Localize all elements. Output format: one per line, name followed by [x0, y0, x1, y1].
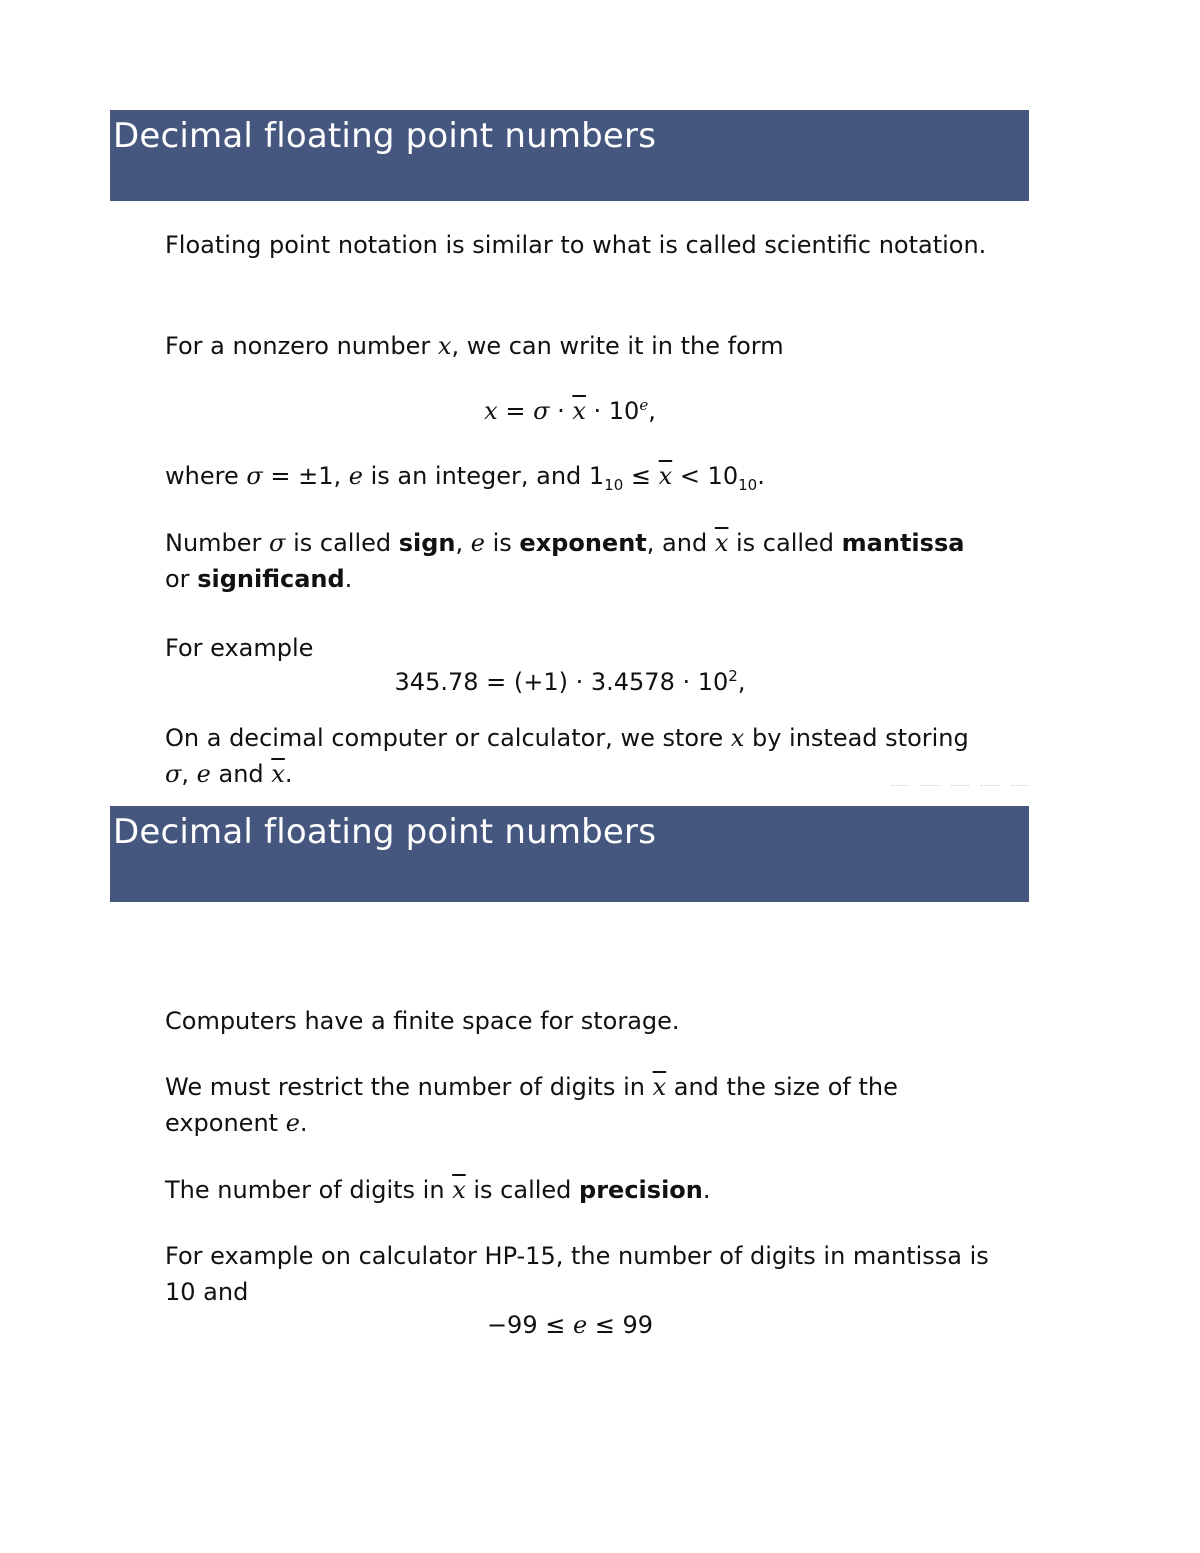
slide-body-line: [165, 630, 1029, 666]
paragraph-example: For example: [165, 634, 314, 662]
nav-frame-icon[interactable]: [891, 785, 909, 790]
nav-search-icon[interactable]: [1011, 785, 1029, 790]
slide-2: [110, 806, 1029, 1406]
paragraph-restrict: We must restrict the number of digits in $\overline{x}$ and the size of the exponent e.: [165, 1073, 898, 1137]
slide-1: [110, 110, 1029, 794]
frame-title: Decimal floating point numbers: [110, 806, 1029, 902]
slide-body-line: [165, 1172, 1029, 1208]
slide-body-line: [165, 458, 1029, 494]
paragraph-definition: Floating point notation is similar to what is called scientific notation.: [165, 231, 987, 259]
paragraph-where: where σ = ±1, e is an integer, and $1_{10} \le \overline{x} < 10_{10}$.: [165, 462, 765, 494]
equation-example: $345.78 = (+1) \cdot 3.4578 \cdot 10^2$,: [394, 667, 746, 696]
slide-body: [165, 227, 1029, 263]
beamer-navigation-symbols[interactable]: [699, 782, 1029, 792]
equation-exponent-range: −99 ≤ e ≤ 99: [486, 1311, 654, 1339]
slide-body-line: [165, 525, 1029, 597]
equation-block: [165, 395, 1029, 427]
nav-section-icon[interactable]: [951, 785, 969, 790]
paragraph-names: Number σ is called sign, e is exponent, and $\overline{x}$ is called mantissa or significand.: [165, 529, 965, 593]
paragraph-hp15: For example on calculator HP-15, the number of digits in mantissa is 10 and: [165, 1242, 989, 1306]
slide-body-line: [165, 328, 1029, 364]
slide-body-line: [165, 1069, 1029, 1141]
nav-doc-icon[interactable]: [981, 785, 999, 790]
paragraph-form: For a nonzero number x, we can write it in the form: [165, 332, 784, 360]
equation-block: [165, 1309, 1029, 1341]
equation-form: $x = \sigma \cdot \overline{x} \cdot 10^e$,: [484, 396, 656, 425]
paragraph-precision: The number of digits in $\overline{x}$ is called precision.: [165, 1176, 711, 1204]
slide-body-line: [165, 1003, 1029, 1039]
nav-subsection-icon[interactable]: [921, 785, 939, 790]
equation-block: [165, 666, 1029, 698]
paragraph-finite: Computers have a finite space for storage.: [165, 1007, 680, 1035]
paragraph-storage: On a decimal computer or calculator, we store x by instead storing σ, e and $\overline{x}$.: [165, 724, 969, 788]
slide-body-line: [165, 1238, 1029, 1310]
frame-title: Decimal floating point numbers: [110, 110, 1029, 201]
